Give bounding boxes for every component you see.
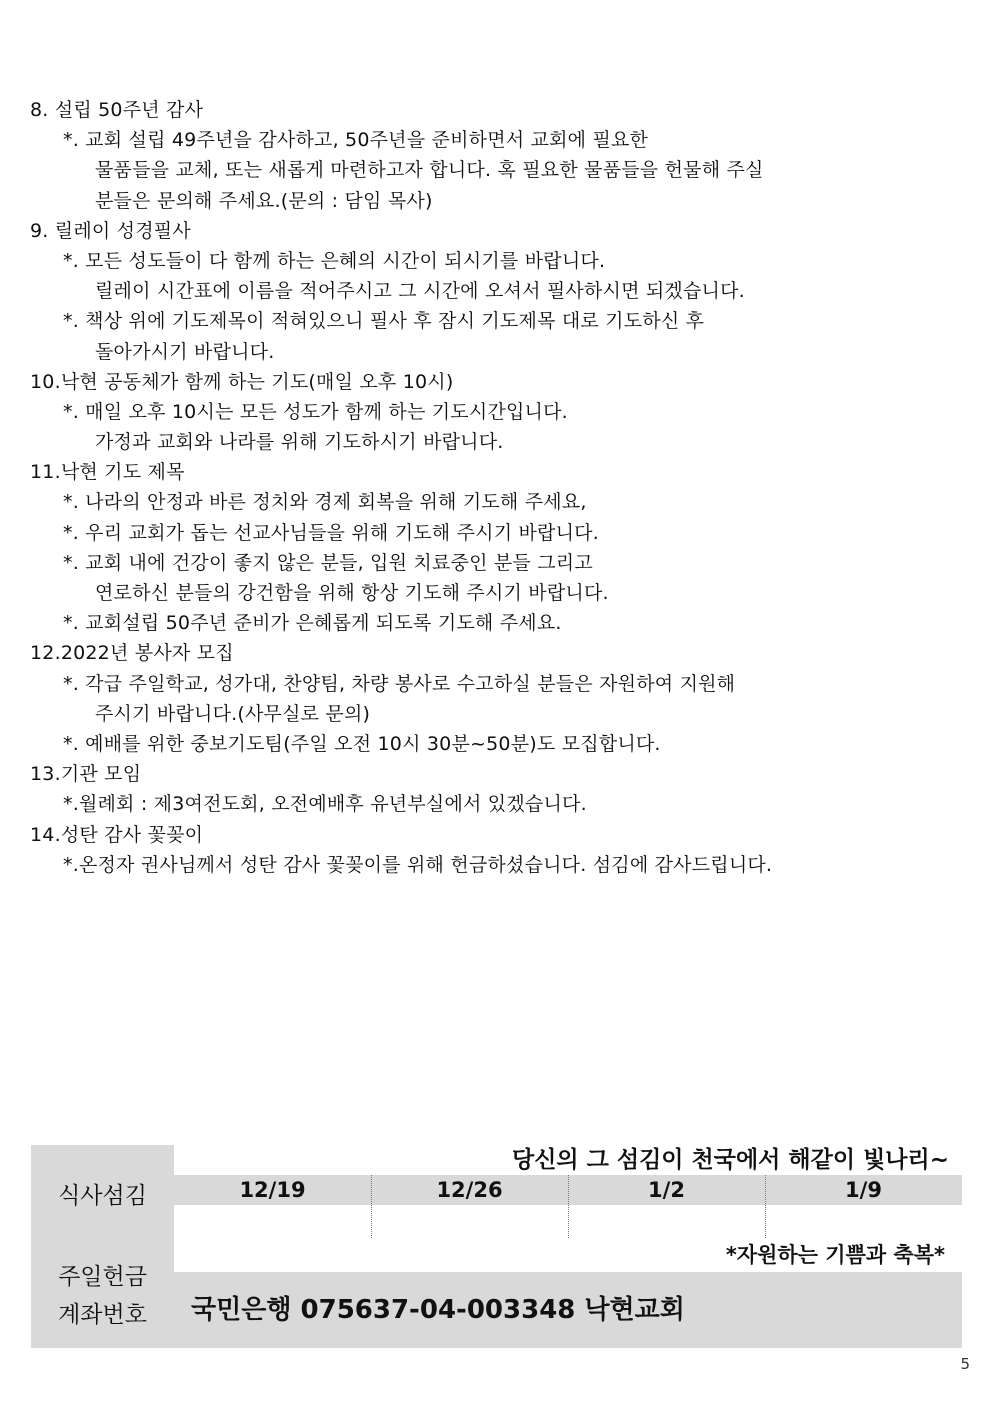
announcement-heading: 14.성탄 감사 꽃꽂이 [30,823,204,846]
meal-service-label: 식사섬김 [58,1183,147,1209]
announcement-continuation: 분들은 문의해 주세요.(문의 : 담임 목사) [95,189,433,212]
announcement-bullet: *. 교회설립 50주년 준비가 은혜롭게 되도록 기도해 주세요. [63,612,562,635]
announcement-bullet: *.온정자 권사님께서 성탄 감사 꽃꽂이를 위해 헌금하셨습니다. 섬김에 감사드립니다. [63,853,773,876]
label-column [31,1145,174,1348]
page-number: 5 [960,1355,970,1373]
announcement-continuation: 물품들을 교체, 또는 새롭게 마련하고자 합니다. 혹 필요한 물품들을 헌물해 주실 [95,159,764,182]
meal-server-cell [174,1205,371,1238]
account-number-label: 계좌번호 [58,1302,147,1328]
date-cell: 1/9 [845,1178,882,1202]
announcement-heading: 13.기관 모임 [30,763,142,786]
service-table [31,1145,962,1348]
account-row [174,1272,962,1348]
announcement-bullet: *. 각급 주일학교, 성가대, 찬양팀, 차량 봉사로 수고하실 분들은 자원하여 지원해 [63,672,736,695]
account-info: 국민은행 075637-04-003348 낙현교회 [191,1295,685,1325]
announcement-bullet: *. 책상 위에 기도제목이 적혀있으니 필사 후 잠시 기도제목 대로 기도하신 후 [63,310,705,333]
offering-note: *자원하는 기쁨과 축복* [725,1243,945,1267]
sunday-offering-label: 주일헌금 [58,1264,147,1290]
announcement-heading: 9. 릴레이 성경필사 [30,219,191,242]
date-cell: 12/19 [239,1178,306,1202]
announcement-heading: 11.낙현 기도 제목 [30,461,185,484]
announcement-heading: 12.2022년 봉사자 모집 [30,642,234,665]
announcement-continuation: 돌아가시기 바랍니다. [95,340,275,363]
announcement-bullet: *. 우리 교회가 돕는 선교사님들을 위해 기도해 주시기 바랍니다. [63,521,599,544]
announcement-continuation: 주시기 바랍니다.(사무실로 문의) [95,702,371,725]
announcement-bullet: *. 교회 내에 건강이 좋지 않은 분들, 입원 치료중인 분들 그리고 [63,551,593,574]
announcement-bullet: *. 나라의 안정과 바른 정치와 경제 회복을 위해 기도해 주세요, [63,491,587,514]
announcement-bullet: *. 교회 설립 49주년을 감사하고, 50주년을 준비하면서 교회에 필요한 [63,129,649,152]
date-cell: 1/2 [648,1178,685,1202]
announcement-bullet: *.월례회 : 제3여전도회, 오전예배후 유년부실에서 있겠습니다. [63,793,587,816]
offering-note-row [174,1238,962,1272]
announcement-continuation: 릴레이 시간표에 이름을 적어주시고 그 시간에 오셔서 필사하시면 되겠습니다. [95,280,745,303]
announcements [30,95,970,880]
slogan: 당신의 그 섬김이 천국에서 해같이 빛나리~ [511,1147,949,1173]
announcement-continuation: 연로하신 분들의 강건함을 위해 항상 기도해 주시기 바랍니다. [95,582,609,604]
announcement-bullet: *. 매일 오후 10시는 모든 성도가 함께 하는 기도시간입니다. [63,400,568,423]
column-divider [371,1175,372,1238]
announcement-heading: 10.낙현 공동체가 함께 하는 기도(매일 오후 10시) [30,370,454,393]
column-divider [765,1175,766,1238]
meal-server-cell [765,1205,962,1238]
announcement-heading: 8. 설립 50주년 감사 [30,99,204,121]
meal-server-cell [371,1205,568,1238]
date-cell: 12/26 [436,1178,503,1202]
announcement-bullet: *. 예배를 위한 중보기도팀(주일 오전 10시 30분~50분)도 모집합니다. [63,732,661,755]
meal-server-cell [568,1205,765,1238]
column-divider [568,1175,569,1238]
announcement-continuation: 가정과 교회와 나라를 위해 기도하시기 바랍니다. [95,431,504,454]
announcement-bullet: *. 모든 성도들이 다 함께 하는 은혜의 시간이 되시기를 바랍니다. [63,249,606,272]
